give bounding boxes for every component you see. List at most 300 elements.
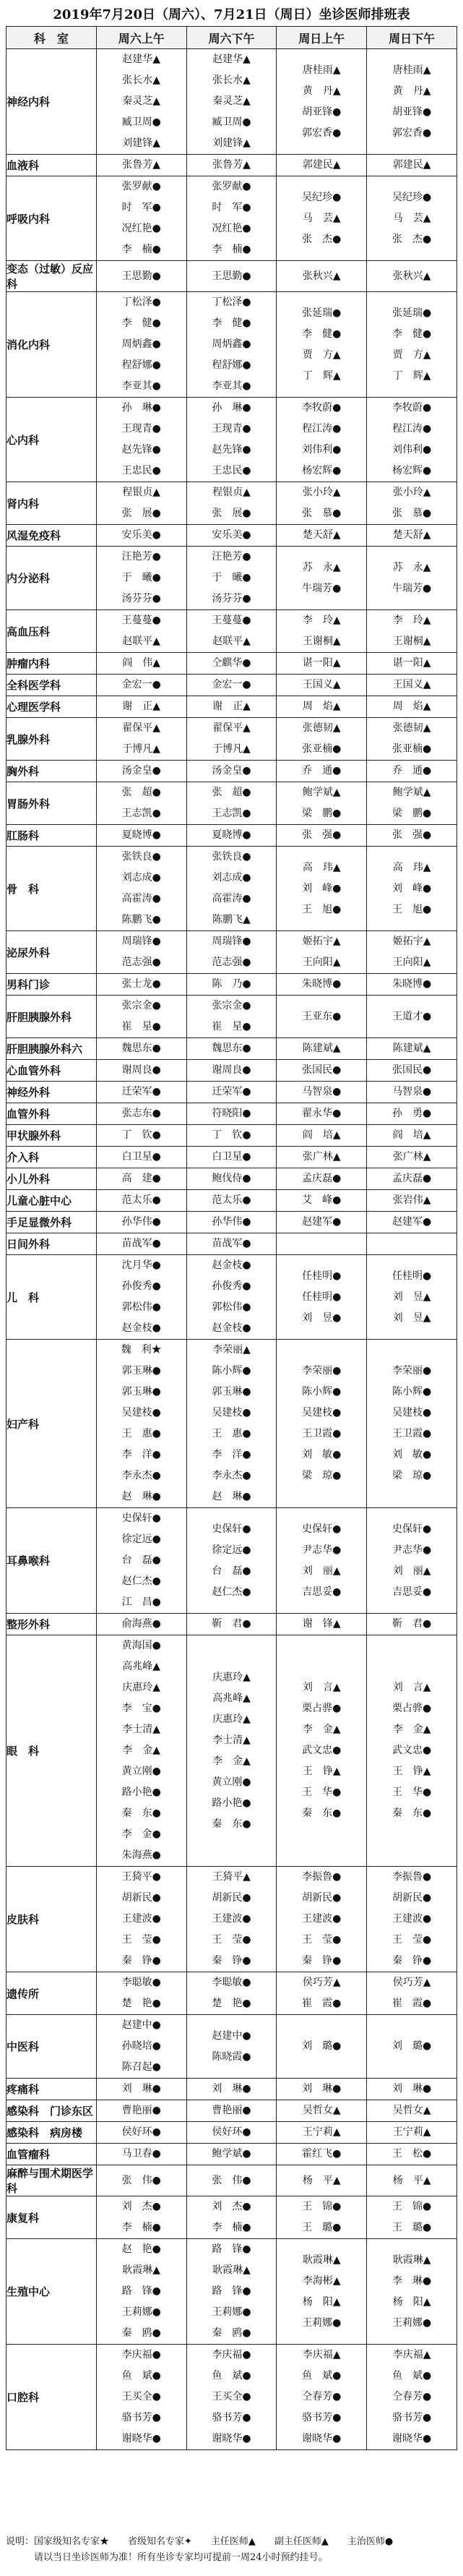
doctor-entry: 曹艳丽● (121, 2105, 161, 2116)
schedule-slot (367, 2165, 457, 2196)
doctor-entry: 任桂明● (302, 1270, 342, 1282)
doctor-entry: 丁 辉▲ (302, 369, 341, 382)
doctor-entry: 孙华伟● (121, 1216, 161, 1228)
department-name: 肛肠科 (7, 825, 97, 847)
department-row (7, 1147, 457, 1168)
doctor-entry: 吴哲女▲ (302, 2105, 341, 2116)
doctor-entry: 刘 峰● (391, 882, 432, 894)
doctor-entry: 吴哲女▲ (392, 2105, 431, 2116)
doctor-entry: 路 锋● (212, 2243, 251, 2255)
department-row (7, 1635, 457, 1867)
schedule-slot (367, 1082, 457, 1103)
doctor-entry: 高霍涛● (212, 893, 251, 904)
department-row (7, 974, 457, 996)
doctor-entry: 张 强● (302, 829, 342, 841)
doctor-entry: 鱼 斌● (302, 2370, 342, 2382)
doctor-entry: 汤金皇● (212, 765, 251, 776)
schedule-slot (96, 2165, 186, 2196)
department-name: 康复科 (7, 2196, 97, 2239)
doctor-entry: 刘 杰● (121, 2201, 161, 2212)
doctor-entry: 谢 正▲ (122, 701, 161, 712)
schedule-slot (96, 610, 186, 653)
column-header-sun-pm: 周日下午 (367, 27, 457, 49)
doctor-entry: 李 金▲ (302, 1724, 341, 1735)
doctor-entry: 王 璐● (391, 2222, 432, 2233)
schedule-slot (96, 2144, 186, 2165)
doctor-entry: 李庆福▲ (302, 2349, 341, 2361)
schedule-slot (96, 2100, 186, 2122)
doctor-entry: 阎 培▲ (392, 1129, 431, 1141)
doctor-entry: 朱海燕● (121, 1849, 161, 1861)
doctor-entry: 张铁良● (121, 851, 161, 863)
schedule-slot (277, 1168, 367, 1190)
schedule-slot (277, 525, 367, 547)
department-name: 感染科 病房楼 (7, 2122, 97, 2144)
doctor-entry: 王 旭● (302, 903, 342, 915)
doctor-entry: 庆惠玲▲ (212, 1713, 251, 1725)
doctor-entry: 张 慕● (391, 508, 432, 519)
department-row (7, 1082, 457, 1103)
doctor-entry: 梁 鹏● (302, 808, 342, 819)
schedule-slot (367, 261, 457, 292)
doctor-entry: 金宏一● (212, 679, 251, 690)
doctor-entry: 郭宏香● (391, 127, 432, 139)
doctor-entry: 仝春芳● (302, 2391, 342, 2402)
schedule-slot (186, 782, 277, 825)
doctor-entry: 孙 勇● (391, 1108, 432, 1119)
doctor-entry: 张铁良● (212, 851, 251, 863)
doctor-entry: 王卫霞● (302, 1428, 342, 1439)
schedule-slot (277, 696, 367, 718)
doctor-entry: 唐桂雨▲ (302, 64, 341, 76)
schedule-slot (96, 1340, 186, 1508)
doctor-entry: 楚 艳● (121, 1998, 161, 2009)
doctor-entry: 郭松伟● (121, 1301, 161, 1313)
doctor-entry: 张国民● (302, 1064, 342, 1076)
doctor-entry: 王买全● (212, 2391, 251, 2402)
department-name: 耳鼻喉科 (7, 1508, 97, 1614)
schedule-slot (367, 2239, 457, 2345)
schedule-slot (96, 675, 186, 696)
department-name: 胸外科 (7, 761, 97, 782)
doctor-entry: 王 莹● (212, 1934, 251, 1946)
doctor-entry: 郭宏香● (302, 127, 342, 139)
schedule-slot (186, 1867, 277, 1972)
schedule-slot (96, 974, 186, 996)
schedule-slot (367, 525, 457, 547)
schedule-slot (96, 1038, 186, 1060)
doctor-entry: 李 洋● (121, 1449, 161, 1460)
doctor-entry: 谢 正▲ (212, 701, 251, 712)
doctor-entry: 刘 昱▲ (392, 1291, 431, 1303)
doctor-entry: 张鲁芳▲ (212, 159, 251, 171)
department-row (7, 2239, 457, 2345)
department-name: 小儿外科 (7, 1168, 97, 1190)
schedule-slot (367, 292, 457, 398)
schedule-slot (367, 2345, 457, 2450)
schedule-slot (367, 1060, 457, 1082)
doctor-entry: 吉思妥● (391, 1586, 432, 1598)
doctor-entry: 王 铮▲ (302, 1766, 341, 1777)
schedule-slot (367, 1233, 457, 1255)
schedule-slot (277, 974, 367, 996)
doctor-entry: 丁松泽● (121, 296, 161, 308)
doctor-entry: 张 展● (212, 508, 251, 519)
doctor-entry: 赵建华▲ (212, 54, 251, 65)
doctor-entry: 赵建华▲ (122, 54, 161, 65)
doctor-entry: 骆书芳● (121, 2412, 161, 2423)
schedule-slot (367, 931, 457, 974)
doctor-entry: 程江涛● (391, 423, 432, 435)
doctor-entry: 孙俊秀● (121, 1280, 161, 1292)
doctor-entry: 翟保平▲ (212, 722, 251, 734)
doctor-entry: 吴建枝● (121, 1407, 161, 1418)
doctor-entry: 王蔓蔓● (212, 615, 251, 626)
doctor-entry: 夏晓博● (121, 829, 161, 841)
doctor-entry: 王莉娜● (212, 2306, 251, 2318)
doctor-entry: 赵 艳● (121, 2243, 161, 2255)
department-row (7, 931, 457, 974)
doctor-entry: 张 伟● (121, 2174, 161, 2186)
doctor-entry: 杨宏辉● (391, 465, 432, 476)
schedule-slot (186, 761, 277, 782)
schedule-slot (186, 825, 277, 847)
doctor-entry: 王 璐● (302, 2222, 342, 2233)
doctor-entry: 刘 琳● (391, 2083, 432, 2094)
doctor-entry: 周 焰▲ (392, 701, 431, 712)
doctor-entry: 刘 璐● (302, 2040, 342, 2052)
doctor-entry: 赵联平▲ (212, 636, 251, 647)
schedule-slot (367, 696, 457, 718)
department-name: 介入科 (7, 1147, 97, 1168)
doctor-entry: 汤芬芬● (121, 593, 161, 604)
doctor-entry: 谢周良● (121, 1064, 161, 1076)
doctor-entry: 庆惠玲▲ (212, 1671, 251, 1683)
schedule-slot (367, 825, 457, 847)
doctor-entry: 张秋兴▲ (392, 270, 431, 282)
doctor-entry: 赵金枝● (212, 1259, 251, 1271)
doctor-entry: 朱晓博● (302, 978, 342, 990)
schedule-slot (277, 1233, 367, 1255)
schedule-slot (367, 49, 457, 155)
doctor-entry: 刘志成● (212, 872, 251, 883)
schedule-slot (186, 610, 277, 653)
schedule-slot (277, 782, 367, 825)
doctor-entry: 李 琳● (391, 2275, 432, 2287)
doctor-entry: 张 超● (121, 787, 161, 798)
schedule-slot (96, 782, 186, 825)
department-name: 血管瘤科 (7, 2144, 97, 2165)
doctor-entry: 胡新民● (391, 1892, 432, 1904)
doctor-entry: 朱晓博● (391, 978, 432, 990)
doctor-entry: 谢 锋▲ (302, 1618, 341, 1630)
doctor-entry: 张宗金● (212, 1000, 251, 1011)
doctor-entry: 黄海国● (121, 1640, 161, 1651)
doctor-entry: 苗战军● (212, 1238, 251, 1249)
doctor-entry: 谌一阳▲ (392, 657, 431, 669)
schedule-slot (186, 155, 277, 176)
schedule-slot (186, 1125, 277, 1147)
doctor-entry: 张士龙● (121, 978, 161, 990)
department-name: 感染科 门诊东区 (7, 2100, 97, 2122)
doctor-entry: 张志东● (121, 1108, 161, 1119)
legend-line: 说明：国家级知名专家★ 省级知名专家✦ 主任医师▲ 副主任医师▲ 主治医师● (6, 2536, 394, 2547)
schedule-slot (277, 176, 367, 261)
department-name: 男科门诊 (7, 974, 97, 996)
schedule-slot (186, 1614, 277, 1635)
doctor-entry: 刘 敏● (302, 1449, 342, 1460)
doctor-entry: 赵仁杰● (212, 1586, 251, 1598)
department-name: 整形外科 (7, 1614, 97, 1635)
department-row (7, 1190, 457, 1212)
doctor-entry: 王宁莉▲ (392, 2126, 431, 2138)
schedule-slot (186, 1103, 277, 1125)
doctor-entry: 周 焰▲ (302, 701, 341, 712)
doctor-entry: 陈小辉● (212, 1365, 251, 1377)
schedule-slot (96, 1867, 186, 1972)
department-row (7, 261, 457, 292)
doctor-entry: 汤金皇● (121, 765, 161, 776)
department-row (7, 2345, 457, 2450)
schedule-slot (186, 1168, 277, 1190)
doctor-entry: 尹志华● (302, 1544, 342, 1556)
doctor-entry: 秦 铮● (121, 1955, 161, 1967)
doctor-entry: 刘 敏● (391, 1449, 432, 1460)
doctor-entry: 张延瑞● (391, 307, 432, 319)
doctor-entry: 符晓阳● (212, 1108, 251, 1119)
doctor-entry: 胡新民● (302, 1892, 342, 1904)
doctor-entry: 谢晓华● (302, 2433, 342, 2444)
doctor-entry: 楚天舒▲ (392, 529, 431, 541)
doctor-entry: 王猗平▲ (212, 1871, 251, 1883)
department-name: 风湿免疫科 (7, 525, 97, 547)
doctor-entry: 路 锋● (212, 2285, 251, 2297)
doctor-entry: 汪艳芳● (121, 551, 161, 562)
department-row (7, 2015, 457, 2079)
doctor-entry: 李 健● (212, 317, 251, 329)
doctor-entry: 李荣丽● (391, 1365, 432, 1377)
schedule-slot (277, 155, 367, 176)
schedule-slot (96, 1125, 186, 1147)
department-row (7, 1212, 457, 1233)
schedule-table (6, 26, 457, 2450)
department-name: 全科医学科 (7, 675, 97, 696)
doctor-entry: 高 玮▲ (392, 861, 431, 873)
department-row (7, 1060, 457, 1082)
doctor-entry: 刘志成● (121, 872, 161, 883)
doctor-entry: 鱼 斌● (212, 2370, 251, 2382)
department-name: 心理医学科 (7, 696, 97, 718)
doctor-entry: 王向阳▲ (302, 957, 341, 968)
doctor-entry: 吴建枝● (302, 1407, 342, 1418)
schedule-slot (367, 1635, 457, 1867)
doctor-entry: 牛瑞芳● (391, 582, 432, 594)
department-row (7, 2144, 457, 2165)
schedule-slot (186, 2144, 277, 2165)
schedule-slot (96, 1168, 186, 1190)
doctor-entry: 程舒娜● (121, 359, 161, 371)
doctor-entry: 胡亚锋● (391, 106, 432, 118)
department-row (7, 1614, 457, 1635)
department-row (7, 155, 457, 176)
doctor-entry: 刘 琳● (121, 2083, 161, 2094)
schedule-slot (367, 1147, 457, 1168)
doctor-entry: 胡亚锋● (302, 106, 342, 118)
doctor-entry: 李 金▲ (212, 1755, 251, 1767)
doctor-entry: 刘 琳● (302, 2083, 342, 2094)
schedule-slot (96, 761, 186, 782)
doctor-entry: 陈建斌▲ (302, 1043, 341, 1054)
department-row (7, 2122, 457, 2144)
doctor-entry: 李 金▲ (122, 1745, 161, 1756)
doctor-entry: 沈月华● (121, 1259, 161, 1271)
schedule-slot (186, 2345, 277, 2450)
department-row (7, 2196, 457, 2239)
department-row (7, 696, 457, 718)
doctor-entry: 史保轩● (121, 1512, 161, 1524)
doctor-entry: 李海彬▲ (302, 2275, 341, 2287)
schedule-slot (96, 718, 186, 761)
schedule-slot (277, 1060, 367, 1082)
doctor-entry: 鲍学斌▲ (392, 787, 431, 798)
doctor-entry: 李荣丽▲ (212, 1344, 251, 1356)
schedule-slot (367, 1255, 457, 1340)
doctor-entry: 陈建斌▲ (392, 1043, 431, 1054)
doctor-entry: 赵建军● (391, 1216, 432, 1228)
schedule-slot (367, 482, 457, 525)
schedule-slot (367, 1508, 457, 1614)
doctor-entry: 夏晓博● (212, 829, 251, 841)
department-name: 肾内科 (7, 482, 97, 525)
doctor-entry: 张小玲▲ (302, 487, 341, 498)
department-row (7, 1038, 457, 1060)
doctor-entry: 王买全● (121, 2391, 161, 2402)
doctor-entry: 陈小辉● (391, 1386, 432, 1398)
department-name: 消化内科 (7, 292, 97, 398)
schedule-slot (277, 1190, 367, 1212)
doctor-entry: 李 健● (121, 317, 161, 329)
doctor-entry: 徐定远● (212, 1544, 251, 1556)
doctor-entry: 俞海燕● (121, 1618, 161, 1630)
doctor-entry: 范太乐● (121, 1194, 161, 1206)
doctor-entry: 周炳鑫● (212, 338, 251, 350)
doctor-entry: 阎 伟▲ (122, 657, 161, 669)
doctor-entry: 曹艳丽● (212, 2105, 251, 2116)
schedule-slot (96, 547, 186, 610)
doctor-entry: 刘 言▲ (392, 1682, 431, 1693)
department-name: 儿童心脏中心 (7, 1190, 97, 1212)
department-name: 内分泌科 (7, 547, 97, 610)
doctor-entry: 王国义▲ (392, 679, 431, 690)
doctor-entry: 鲍伐侍● (212, 1173, 251, 1184)
doctor-entry: 王宁莉▲ (302, 2126, 341, 2138)
doctor-entry: 赵建军● (302, 1216, 342, 1228)
doctor-entry: 于博凡▲ (122, 743, 161, 755)
department-row (7, 996, 457, 1038)
doctor-entry: 于 曦● (212, 572, 251, 583)
department-name: 血液科 (7, 155, 97, 176)
schedule-slot (186, 1082, 277, 1103)
department-row (7, 653, 457, 675)
department-row (7, 1255, 457, 1340)
department-row (7, 482, 457, 525)
doctor-entry: 骆书芳● (302, 2412, 342, 2423)
schedule-slot (277, 847, 367, 931)
schedule-slot (96, 525, 186, 547)
doctor-entry: 陈召起● (121, 2061, 161, 2073)
doctor-entry: 任桂明● (302, 1291, 342, 1303)
doctor-entry: 程银贞▲ (122, 487, 161, 498)
schedule-slot (277, 675, 367, 696)
doctor-entry: 刘伟利● (302, 444, 342, 455)
schedule-slot (186, 2165, 277, 2196)
doctor-entry: 马智泉● (302, 1086, 342, 1097)
doctor-entry: 时 军● (212, 202, 251, 213)
doctor-entry: 高兆峰▲ (122, 1661, 161, 1672)
doctor-entry: 王现青● (212, 423, 251, 435)
doctor-entry: 孙 琳● (121, 402, 161, 414)
schedule-slot (186, 1972, 277, 2015)
schedule-slot (96, 2239, 186, 2345)
doctor-entry: 周炳鑫● (121, 338, 161, 350)
doctor-entry: 王 华● (302, 1786, 342, 1798)
department-row (7, 1508, 457, 1614)
doctor-entry: 郭建民▲ (392, 159, 431, 171)
doctor-entry: 侯巧芳▲ (302, 1977, 341, 1988)
doctor-entry: 侯好环● (121, 2126, 161, 2138)
department-row (7, 782, 457, 825)
schedule-slot (367, 2144, 457, 2165)
doctor-entry: 秦 铮● (212, 1955, 251, 1967)
doctor-entry: 翟保平▲ (122, 722, 161, 734)
doctor-entry: 张延瑞● (302, 307, 342, 319)
header-row (7, 27, 457, 49)
schedule-slot (186, 2196, 277, 2239)
doctor-entry: 高霍涛● (121, 893, 161, 904)
schedule-slot (277, 1255, 367, 1340)
doctor-entry: 高 玮▲ (302, 861, 341, 873)
doctor-entry: 臧卫周● (121, 116, 161, 128)
department-row (7, 176, 457, 261)
doctor-entry: 王建波● (391, 1913, 432, 1925)
doctor-entry: 于博凡▲ (212, 743, 251, 755)
schedule-slot (96, 155, 186, 176)
doctor-entry: 魏思东● (121, 1043, 161, 1054)
doctor-entry: 张长水▲ (212, 74, 251, 86)
doctor-entry: 吉思妥● (302, 1586, 342, 1598)
doctor-entry: 秦灵芝▲ (212, 95, 251, 107)
department-name: 心血管外科 (7, 1060, 97, 1082)
doctor-entry: 孟庆磊● (391, 1173, 432, 1184)
doctor-entry: 王 莹● (302, 1934, 342, 1946)
department-row (7, 547, 457, 610)
doctor-entry: 王 华● (391, 1786, 432, 1798)
doctor-entry: 王 莹● (391, 1934, 432, 1946)
doctor-entry: 张亚楠● (391, 743, 432, 755)
department-name: 泌尿外科 (7, 931, 97, 974)
doctor-entry: 李庆福● (121, 2349, 161, 2361)
doctor-entry: 王 旭● (391, 903, 432, 915)
doctor-entry: 王向阳▲ (392, 957, 431, 968)
department-row (7, 49, 457, 155)
department-row (7, 675, 457, 696)
schedule-slot (186, 398, 277, 482)
schedule-slot (277, 610, 367, 653)
schedule-slot (277, 1212, 367, 1233)
doctor-entry: 孙 琳● (212, 402, 251, 414)
doctor-entry: 丁松泽● (212, 296, 251, 308)
doctor-entry: 李士清▲ (122, 1724, 161, 1735)
